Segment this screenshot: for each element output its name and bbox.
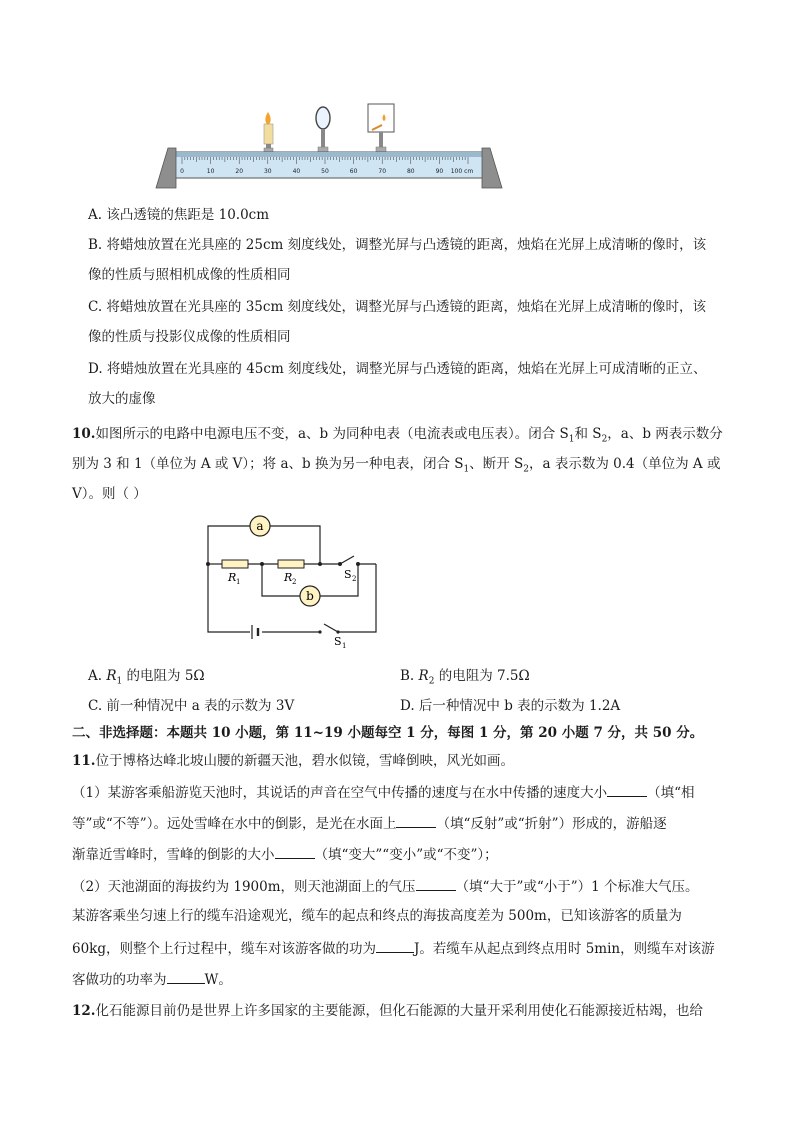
bench-scale-label: 0 [180,168,184,175]
q11-part1-line2: 等”或“不等”）。远处雪峰在水中的倒影，是光在水面上 （填“反射”或“折射”）形成的，游船逐 [72,813,667,833]
q9-option-b-line2: 像的性质与照相机成像的性质相同 [88,267,291,283]
resistor-r2 [278,560,304,568]
q9-option-d-line2: 放大的虚像 [88,391,156,407]
bench-scale-label: 60 [349,168,358,175]
bench-scale-label: 40 [292,168,301,175]
bench-scale-label: 80 [406,168,415,175]
candle-icon [264,112,273,152]
svg-text:b: b [306,589,314,603]
svg-text:a: a [256,519,264,533]
bench-right-support [482,148,502,188]
q10-stem-line1: 10.如图所示的电路中电源电压不变，a、b 为同种电表（电流表或电压表）。闭合 $S_1$和 $S_2$，a、b 两表示数分 [72,426,723,445]
meter-b-icon [300,586,320,606]
label-s2: S [344,568,352,581]
bench-scale-label: 20 [235,168,244,175]
meter-a-icon [250,516,270,536]
q9-option-b-line1: B. 将蜡烛放置在光具座的 25cm 刻度线处，调整光屏与凸透镜的距离，烛焰在光屏上成清晰的像时，该 [88,237,707,253]
blank-3[interactable] [275,844,315,859]
label-r2: R [284,571,293,584]
q9-option-a: A. 该凸透镜的焦距是 10.0cm [88,207,270,223]
q9-option-c-line2: 像的性质与投影仪成像的性质相同 [88,329,291,345]
bench-scale-label: 70 [378,168,387,175]
q11-part2-line3: 60kg，则整个上行过程中，缆车对该游客做的功为 J。若缆车从起点到终点用时 5min，则缆车对该游 [72,938,715,958]
label-s1-sub: 1 [342,642,347,650]
q10-option-b: B. $R_2$ 的电阻为 7.5Ω [400,668,530,687]
lens-icon [316,107,330,152]
bench-left-support [156,148,176,188]
bench-scale-label: 10 [206,168,215,175]
blank-5[interactable] [376,938,414,953]
bench-scale-label: 50 [321,168,329,175]
label-r1-sub: 1 [236,578,241,586]
bench-scale-label: 100 cm [450,168,474,175]
q10-stem-line3: V）。则（ ） [72,486,147,502]
screen-icon [368,104,394,152]
optical-bench-figure [150,100,510,192]
bench-scale-label: 90 [435,168,444,175]
q11-part2-line4: 客做功的功率为 W。 [72,969,232,989]
q10-stem-line2: 别为 3 和 1（单位为 A 或 V）；将 a、b 换为另一种电表，闭合 $S_1$、断开 $S_2$，a 表示数为 0.4（单位为 A 或 [72,456,721,475]
q11-part1-line1: （1）某游客乘船游览天池时，其说话的声音在空气中传播的速度与在水中传播的速度大小 （填“相 [72,782,695,802]
label-r2-sub: 2 [292,578,297,586]
label-r1: R [228,571,237,584]
label-s1: S [334,635,342,648]
q11-part1-line3: 渐靠近雪峰时，雪峰的倒影的大小 （填“变大”“变小”或“不变”）； [72,844,498,864]
circuit-diagram [200,512,390,654]
label-s2-sub: 2 [352,575,357,583]
section-2-heading: 二、非选择题：本题共 10 小题，第 11~19 小题每空 1 分，每图 1 分，第 20 小题 7 分，共 50 分。 [72,725,704,741]
q11-part2-line1: （2）天池湖面的海拔约为 1900m，则天池湖面上的气压 （填“大于”或“小于”）1 个标准大气压。 [72,876,699,896]
q11-part2-line2: 某游客乘坐匀速上行的缆车沿途观光，缆车的起点和终点的海拔高度差为 500m，已知该游客的质量为 [72,908,682,924]
blank-2[interactable] [396,813,436,828]
blank-4[interactable] [416,876,456,891]
q9-option-c-line1: C. 将蜡烛放置在光具座的 35cm 刻度线处，调整光屏与凸透镜的距离，烛焰在光屏上成清晰的像时，该 [88,299,707,315]
resistor-r1 [222,560,248,568]
q9-option-d-line1: D. 将蜡烛放置在光具座的 45cm 刻度线处，调整光屏与凸透镜的距离，烛焰在光屏上可成清晰的正立、 [88,361,707,377]
q10-option-a: A. $R_1$ 的电阻为 5Ω [88,668,205,687]
q10-option-d: D. 后一种情况中 b 表的示数为 1.2A [400,698,621,714]
q11-stem: 11.位于博格达峰北坡山腰的新疆天池，碧水似镜，雪峰倒映，风光如画。 [72,753,514,769]
blank-6[interactable] [167,969,205,984]
q12-stem: 12.化石能源目前仍是世界上许多国家的主要能源，但化石能源的大量开采利用使化石能源接近枯竭，也给 [72,1003,703,1019]
blank-1[interactable] [607,782,647,797]
bench-scale-label: 30 [263,168,272,175]
q10-option-c: C. 前一种情况中 a 表的示数为 3V [88,698,295,714]
